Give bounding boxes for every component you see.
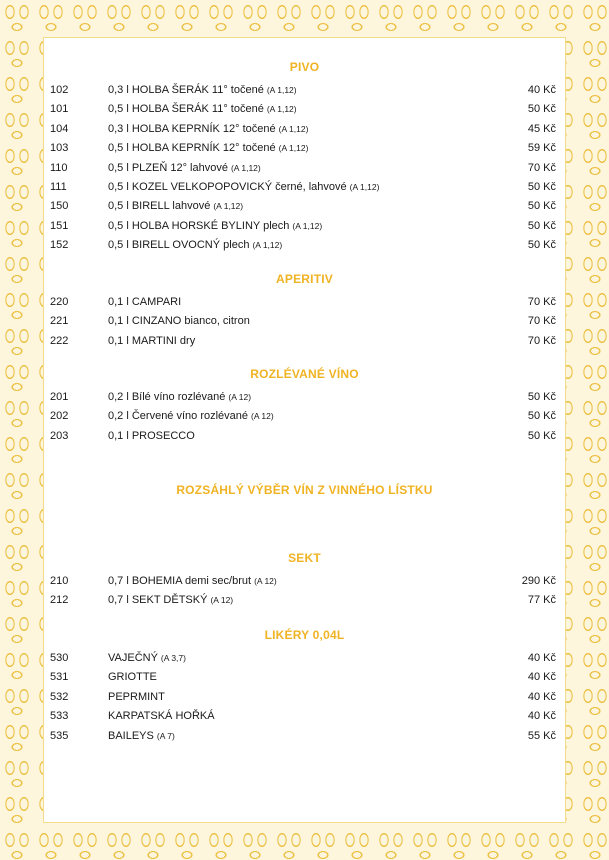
item-price: 40 Kč <box>527 690 556 703</box>
item-code: 535 <box>50 729 69 742</box>
item-name: 0,5 l BIRELL OVOCNÝ plech <box>108 239 250 252</box>
item-price: 50 Kč <box>527 200 556 213</box>
item-name-wrap <box>108 121 308 137</box>
item-price: 40 Kč <box>527 710 556 723</box>
item-allergens: (A 1,12) <box>252 240 283 251</box>
item-name: 0,1 l CAMPARI <box>108 296 182 308</box>
menu-item-row <box>44 669 565 685</box>
item-name: VAJEČNÝ <box>108 652 158 664</box>
item-name-wrap <box>108 408 274 424</box>
item-allergens: (A 12) <box>251 411 274 422</box>
item-name-wrap <box>108 669 157 685</box>
item-code: 110 <box>50 161 68 174</box>
item-allergens: (A 1,12) <box>292 220 323 231</box>
item-price: 45 Kč <box>527 122 556 135</box>
item-code: 150 <box>50 200 69 213</box>
menu-item-row <box>44 160 565 176</box>
item-code: 201 <box>50 391 69 403</box>
item-allergens: (A 1,12) <box>278 143 309 154</box>
item-code: 220 <box>50 296 69 308</box>
item-allergens: (A 7) <box>156 730 175 741</box>
menu-item-row <box>44 689 565 705</box>
section-title: ROZLÉVANÉ VÍNO <box>250 367 359 381</box>
menu-item-row <box>44 121 565 137</box>
item-price: 55 Kč <box>527 729 556 742</box>
item-name-wrap <box>108 198 243 214</box>
item-name: 0,2 l Červené víno rozlévané <box>108 410 249 423</box>
item-price: 40 Kč <box>527 671 556 684</box>
item-code: 203 <box>50 429 69 442</box>
item-name-wrap <box>108 218 322 234</box>
item-price: 50 Kč <box>527 239 556 252</box>
item-name: 0,5 l PLZEŇ 12° lahvové <box>108 161 228 174</box>
menu-item-row <box>44 140 565 156</box>
item-price: 290 Kč <box>521 575 556 587</box>
item-price: 50 Kč <box>527 410 556 423</box>
item-code: 104 <box>50 122 69 135</box>
item-name-wrap <box>108 333 195 349</box>
item-name-wrap <box>108 160 261 176</box>
item-name-wrap <box>108 294 181 310</box>
item-price: 40 Kč <box>527 652 556 664</box>
item-allergens: (A 12) <box>228 392 252 402</box>
item-code: 221 <box>50 315 69 328</box>
menu-item-row <box>44 218 565 234</box>
menu-item-row <box>44 728 565 744</box>
item-name-wrap <box>108 140 308 156</box>
item-price: 70 Kč <box>527 296 556 308</box>
menu-item-row <box>44 650 565 666</box>
item-price: 70 Kč <box>527 315 556 328</box>
item-code: 102 <box>50 84 69 96</box>
item-name-wrap <box>108 237 282 253</box>
item-allergens: (A 12) <box>254 576 277 586</box>
item-name: 0,5 l BIRELL lahvové <box>108 200 211 213</box>
item-name-wrap <box>108 650 186 666</box>
item-allergens: (A 12) <box>210 595 234 606</box>
item-name: BAILEYS <box>108 729 154 742</box>
section-title: ROZSÁHLÝ VÝBĚR VÍN Z VINNÉHO LÍSTKU <box>176 483 433 497</box>
item-price: 50 Kč <box>527 103 556 116</box>
item-name: 0,5 l HOLBA ŠERÁK 11° točené <box>108 103 264 116</box>
section-title: SEKT <box>288 551 321 565</box>
item-name: 0,3 l HOLBA KEPRNÍK 12° točené <box>108 122 276 135</box>
item-price: 70 Kč <box>527 334 556 347</box>
item-price: 50 Kč <box>527 429 556 442</box>
item-name-wrap <box>108 689 165 705</box>
menu-item-row <box>44 573 565 589</box>
item-name: 0,2 l Bílé víno rozlévané <box>108 391 226 403</box>
item-name-wrap <box>108 592 233 608</box>
item-name-wrap <box>108 389 251 405</box>
item-name: 0,1 l CINZANO bianco, citron <box>108 315 250 328</box>
item-name: 0,5 l KOZEL VELKOPOPOVICKÝ černé, lahvové <box>108 181 347 193</box>
item-code: 103 <box>50 142 69 155</box>
menu-item-row <box>44 198 565 214</box>
item-code: 531 <box>50 671 69 684</box>
item-allergens: (A 1,12) <box>266 104 297 115</box>
item-code: 532 <box>50 690 69 703</box>
item-name-wrap <box>108 179 379 195</box>
menu-item-row <box>44 294 565 310</box>
item-price: 77 Kč <box>527 594 556 607</box>
menu-item-row <box>44 101 565 117</box>
section-title: LIKÉRY 0,04L <box>264 628 345 642</box>
item-name: 0,7 l SEKT DĚTSKÝ <box>108 594 208 607</box>
section-title: PIVO <box>289 60 320 74</box>
item-code: 202 <box>50 410 69 423</box>
item-allergens: (A 1,12) <box>349 182 380 192</box>
item-code: 212 <box>50 594 69 607</box>
item-price: 50 Kč <box>527 181 556 193</box>
item-name: GRIOTTE <box>108 671 157 684</box>
item-name: 0,3 l HOLBA ŠERÁK 11° točené <box>108 84 264 96</box>
item-name-wrap <box>108 101 297 117</box>
item-allergens: (A 1,12) <box>266 85 297 95</box>
menu-item-row <box>44 313 565 329</box>
item-code: 152 <box>50 239 69 252</box>
menu-item-row <box>44 179 565 195</box>
item-name: 0,1 l PROSECCO <box>108 429 195 442</box>
item-code: 210 <box>50 575 69 587</box>
item-price: 59 Kč <box>527 142 556 155</box>
item-name: KARPATSKÁ HOŘKÁ <box>108 710 215 723</box>
item-name-wrap <box>108 573 277 589</box>
menu-item-row <box>44 708 565 724</box>
item-name-wrap <box>108 728 175 744</box>
item-name-wrap <box>108 708 215 724</box>
menu-item-row <box>44 592 565 608</box>
item-price: 70 Kč <box>527 161 556 174</box>
item-code: 222 <box>50 334 69 347</box>
item-code: 101 <box>50 103 69 116</box>
item-code: 530 <box>50 652 69 664</box>
item-name: 0,5 l HOLBA KEPRNÍK 12° točené <box>108 142 276 155</box>
item-code: 533 <box>50 710 69 723</box>
menu-item-row <box>44 408 565 424</box>
menu-item-row <box>44 82 565 98</box>
item-code: 111 <box>50 181 67 193</box>
menu-item-row <box>44 428 565 444</box>
section-title: APERITIV <box>276 272 333 286</box>
item-price: 40 Kč <box>527 84 556 96</box>
item-allergens: (A 1,12) <box>213 201 244 212</box>
item-name: 0,7 l BOHEMIA demi sec/brut <box>108 575 252 587</box>
item-price: 50 Kč <box>527 219 556 232</box>
item-allergens: (A 1,12) <box>230 162 261 173</box>
item-name: 0,1 l MARTINI dry <box>108 334 196 347</box>
item-name-wrap <box>108 313 250 329</box>
menu-item-row <box>44 237 565 253</box>
item-name-wrap <box>108 428 195 444</box>
item-allergens: (A 3,7) <box>160 653 186 663</box>
item-name-wrap <box>108 82 297 98</box>
item-price: 50 Kč <box>527 391 556 403</box>
item-code: 151 <box>50 219 69 232</box>
item-allergens: (A 1,12) <box>278 123 309 134</box>
menu-item-row <box>44 333 565 349</box>
menu-item-row <box>44 389 565 405</box>
item-name: PEPRMINT <box>108 690 165 703</box>
item-name: 0,5 l HOLBA HORSKÉ BYLINY plech <box>108 219 290 232</box>
menu-page <box>44 38 565 822</box>
